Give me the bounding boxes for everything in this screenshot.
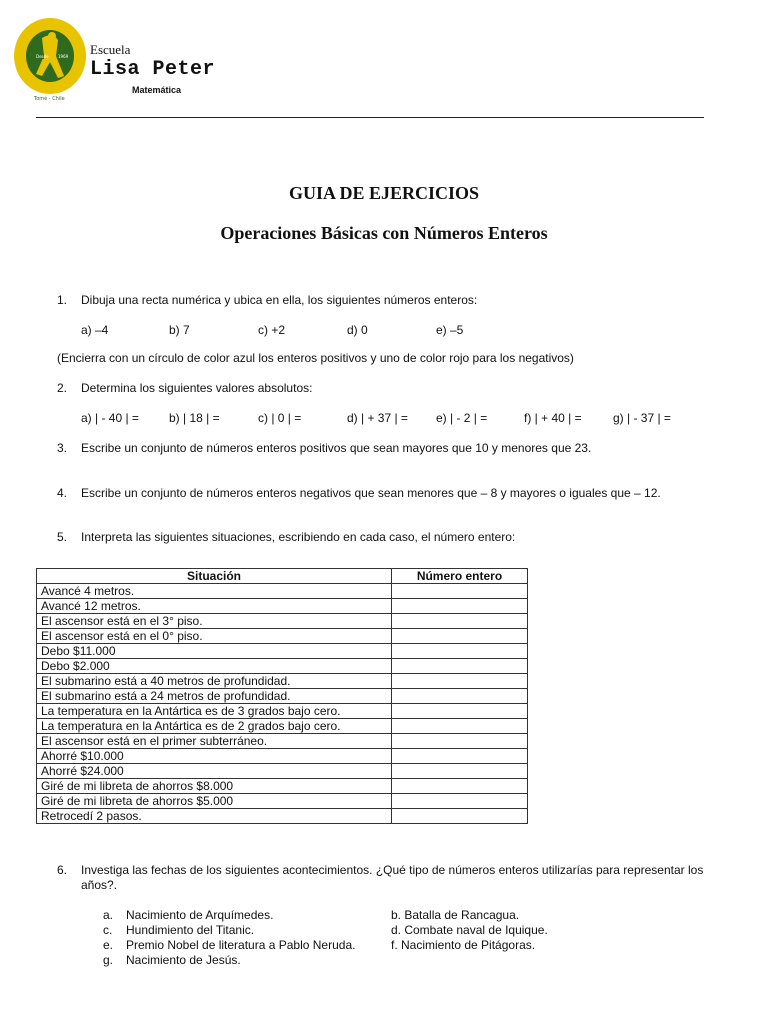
table-row bbox=[37, 659, 528, 674]
q3-text: Escribe un conjunto de números enteros positivos que sean mayores que 10 y menores que 23. bbox=[81, 441, 592, 455]
svg-text:Tomé - Chile: Tomé - Chile bbox=[34, 96, 65, 102]
q2-option-d: d) | + 37 | = bbox=[347, 411, 408, 425]
answer-cell[interactable] bbox=[392, 809, 528, 824]
situation-cell: El ascensor está en el 3° piso. bbox=[37, 614, 392, 629]
q2-option-b: b) | 18 | = bbox=[169, 411, 220, 425]
q6-number: 6. bbox=[57, 863, 68, 877]
q5-number: 5. bbox=[57, 530, 68, 544]
answer-cell[interactable] bbox=[392, 794, 528, 809]
q6-item-label: e. bbox=[103, 938, 114, 952]
answer-cell[interactable] bbox=[392, 584, 528, 599]
q6-item-text: Nacimiento de Jesús. bbox=[126, 953, 241, 967]
table-header-situation: Situación bbox=[37, 569, 392, 584]
situation-cell: Avancé 12 metros. bbox=[37, 599, 392, 614]
q6-item-label: g. bbox=[103, 953, 114, 967]
situation-cell: La temperatura en la Antártica es de 3 grados bajo cero. bbox=[37, 704, 392, 719]
table-row bbox=[37, 674, 528, 689]
table-row bbox=[37, 584, 528, 599]
q6-item-text: Nacimiento de Arquímedes. bbox=[126, 908, 274, 922]
situation-cell: Debo $2.000 bbox=[37, 659, 392, 674]
answer-cell[interactable] bbox=[392, 779, 528, 794]
page-subtitle: Operaciones Básicas con Números Enteros bbox=[220, 223, 548, 243]
answer-cell[interactable] bbox=[392, 614, 528, 629]
situation-cell: Avancé 4 metros. bbox=[37, 584, 392, 599]
school-logo bbox=[12, 16, 88, 102]
q4-text: Escribe un conjunto de números enteros negativos que sean menores que – 8 y mayores o iguales que – 12. bbox=[81, 486, 661, 500]
q2-text: Determina los siguientes valores absolutos: bbox=[81, 381, 313, 395]
answer-cell[interactable] bbox=[392, 674, 528, 689]
table-row bbox=[37, 629, 528, 644]
school-name: Lisa Peter bbox=[90, 58, 216, 81]
q1-number: 1. bbox=[57, 293, 68, 307]
q6-text-line2: años?. bbox=[81, 878, 118, 892]
table-row bbox=[37, 614, 528, 629]
answer-cell[interactable] bbox=[392, 644, 528, 659]
q2-option-g: g) | - 37 | = bbox=[613, 411, 671, 425]
table-row bbox=[37, 689, 528, 704]
q1-option-c: c) +2 bbox=[258, 323, 286, 337]
answer-cell[interactable] bbox=[392, 599, 528, 614]
situation-cell: Ahorré $24.000 bbox=[37, 764, 392, 779]
svg-text:1969: 1969 bbox=[58, 54, 69, 59]
answer-cell[interactable] bbox=[392, 734, 528, 749]
subject-label: Matemática bbox=[132, 85, 182, 95]
q1-option-a: a) –4 bbox=[81, 323, 109, 337]
answer-cell[interactable] bbox=[392, 629, 528, 644]
q6-item-right: d. Combate naval de Iquique. bbox=[391, 923, 548, 937]
table-header-integer: Número entero bbox=[392, 569, 528, 584]
table-row bbox=[37, 779, 528, 794]
q6-item-label: c. bbox=[103, 923, 113, 937]
q2-number: 2. bbox=[57, 381, 68, 395]
q1-text: Dibuja una recta numérica y ubica en ella, los siguientes números enteros: bbox=[81, 293, 478, 307]
q6-item-right: b. Batalla de Rancagua. bbox=[391, 908, 520, 922]
table-row bbox=[37, 794, 528, 809]
table-row bbox=[37, 734, 528, 749]
situation-cell: El ascensor está en el 0° piso. bbox=[37, 629, 392, 644]
table-row bbox=[37, 749, 528, 764]
q6-item-right: f. Nacimiento de Pitágoras. bbox=[391, 938, 536, 952]
answer-cell[interactable] bbox=[392, 749, 528, 764]
situation-cell: El submarino está a 24 metros de profundidad. bbox=[37, 689, 392, 704]
table-row bbox=[37, 719, 528, 734]
q3-number: 3. bbox=[57, 441, 68, 455]
situation-cell: Ahorré $10.000 bbox=[37, 749, 392, 764]
q1-option-e: e) –5 bbox=[436, 323, 464, 337]
answer-cell[interactable] bbox=[392, 704, 528, 719]
header-divider bbox=[36, 117, 704, 118]
table-row bbox=[37, 644, 528, 659]
q1-option-b: b) 7 bbox=[169, 323, 190, 337]
svg-text:Desde: Desde bbox=[36, 54, 49, 59]
situation-cell: El ascensor está en el primer subterráneo. bbox=[37, 734, 392, 749]
q4-number: 4. bbox=[57, 486, 68, 500]
answer-cell[interactable] bbox=[392, 719, 528, 734]
situation-cell: Giré de mi libreta de ahorros $8.000 bbox=[37, 779, 392, 794]
table-row bbox=[37, 764, 528, 779]
answer-cell[interactable] bbox=[392, 689, 528, 704]
q2-option-f: f) | + 40 | = bbox=[524, 411, 582, 425]
answer-cell[interactable] bbox=[392, 764, 528, 779]
q6-item-label: a. bbox=[103, 908, 114, 922]
q1-note: (Encierra con un círculo de color azul los enteros positivos y uno de color rojo para los negativos) bbox=[57, 351, 574, 365]
situation-cell: Retrocedí 2 pasos. bbox=[37, 809, 392, 824]
answer-cell[interactable] bbox=[392, 659, 528, 674]
table-row bbox=[37, 599, 528, 614]
situation-cell: El submarino está a 40 metros de profundidad. bbox=[37, 674, 392, 689]
situation-cell: La temperatura en la Antártica es de 2 grados bajo cero. bbox=[37, 719, 392, 734]
q6-item-text: Hundimiento del Titanic. bbox=[126, 923, 255, 937]
q2-option-e: e) | - 2 | = bbox=[436, 411, 488, 425]
table-row bbox=[37, 809, 528, 824]
q6-text-line1: Investiga las fechas de los siguientes acontecimientos. ¿Qué tipo de números enteros utilizarías para representar los bbox=[81, 863, 704, 877]
q6-item-text: Premio Nobel de literatura a Pablo Neruda. bbox=[126, 938, 356, 952]
page-title: GUIA DE EJERCICIOS bbox=[288, 183, 480, 203]
school-label: Escuela bbox=[90, 42, 131, 57]
situations-table bbox=[36, 568, 528, 824]
table-row bbox=[37, 704, 528, 719]
q5-text: Interpreta las siguientes situaciones, escribiendo en cada caso, el número entero: bbox=[81, 530, 516, 544]
q2-option-a: a) | - 40 | = bbox=[81, 411, 139, 425]
situation-cell: Debo $11.000 bbox=[37, 644, 392, 659]
q1-option-d: d) 0 bbox=[347, 323, 368, 337]
situation-cell: Giré de mi libreta de ahorros $5.000 bbox=[37, 794, 392, 809]
q2-option-c: c) | 0 | = bbox=[258, 411, 302, 425]
